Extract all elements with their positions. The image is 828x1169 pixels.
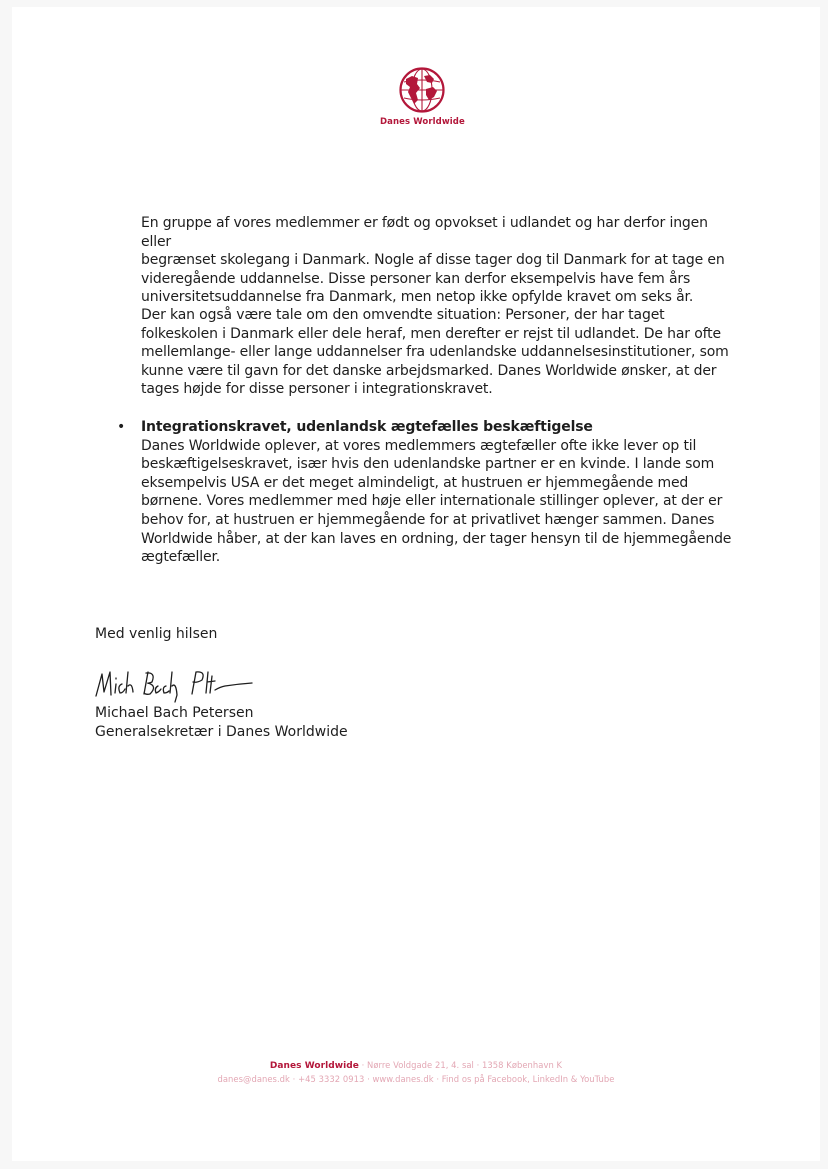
text-line: behov for, at hustruen er hjemmegående for at privatlivet hænger sammen. Danes <box>141 511 715 528</box>
handwritten-signature <box>92 662 262 706</box>
text-line: eksempelvis USA er det meget almindeligt, at hustruen er hjemmegående med <box>141 474 689 491</box>
text-line: tages højde for disse personer i integrationskravet. <box>141 381 493 398</box>
text-line: mellemlange- eller lange uddannelser fra udenlandske uddannelsesinstitutioner, som <box>141 344 729 361</box>
paragraph-members-abroad <box>141 214 741 307</box>
text-line: En gruppe af vores medlemmer er født og opvokset i udlandet og har derfor ingen eller <box>141 215 708 250</box>
footer-contact: danes@danes.dk · +45 3332 0913 · www.danes.dk · Find os på Facebook, LinkedIn & YouTube <box>217 1074 615 1084</box>
text-line: folkeskolen i Danmark eller dele heraf, men derefter er rejst til udlandet. De har ofte <box>141 325 721 342</box>
signer-block <box>95 704 348 741</box>
bullet-spouse-employment <box>117 418 741 567</box>
paragraph-reverse-situation <box>141 306 741 399</box>
danes-worldwide-logo <box>380 67 464 127</box>
text-line: Worldwide håber, at der kan laves en ordning, der tager hensyn til de hjemmegående <box>141 530 732 547</box>
signer-title: Generalsekretær i Danes Worldwide <box>95 723 348 740</box>
logo-text: Danes Worldwide <box>380 117 465 127</box>
signer-name: Michael Bach Petersen <box>95 705 254 721</box>
text-line: universitetsuddannelse fra Danmark, men netop ikke opfylde kravet om seks år. <box>141 289 694 306</box>
letter-page <box>12 7 820 1161</box>
closing-greeting: Med venlig hilsen <box>95 626 218 642</box>
text-line: beskæftigelseskravet, især hvis den udenlandske partner er en kvinde. I lande som <box>141 456 715 473</box>
bullet-marker: • <box>117 419 126 435</box>
text-line: ægtefæller. <box>141 549 221 566</box>
text-line: videregående uddannelse. Disse personer kan derfor eksempelvis have fem års <box>141 270 691 287</box>
globe-icon <box>399 67 445 113</box>
footer-address-text: · Nørre Voldgade 21, 4. sal · 1358 København K <box>358 1060 563 1070</box>
text-line: begrænset skolegang i Danmark. Nogle af disse tager dog til Danmark for at tage en <box>141 252 725 269</box>
footer-brand: Danes Worldwide <box>269 1061 359 1071</box>
text-line: børnene. Vores medlemmer med høje eller internationale stillinger oplever, at der er <box>141 493 723 510</box>
text-line: kunne være til gavn for det danske arbejdsmarked. Danes Worldwide ønsker, at der <box>141 362 717 379</box>
text-line: Der kan også være tale om den omvendte situation: Personer, der har taget <box>141 307 665 323</box>
footer-address <box>12 1060 820 1071</box>
bullet-heading: Integrationskravet, udenlandsk ægtefælles beskæftigelse <box>141 419 593 435</box>
text-line: Danes Worldwide oplever, at vores medlemmers ægtefæller ofte ikke lever op til <box>141 437 697 454</box>
